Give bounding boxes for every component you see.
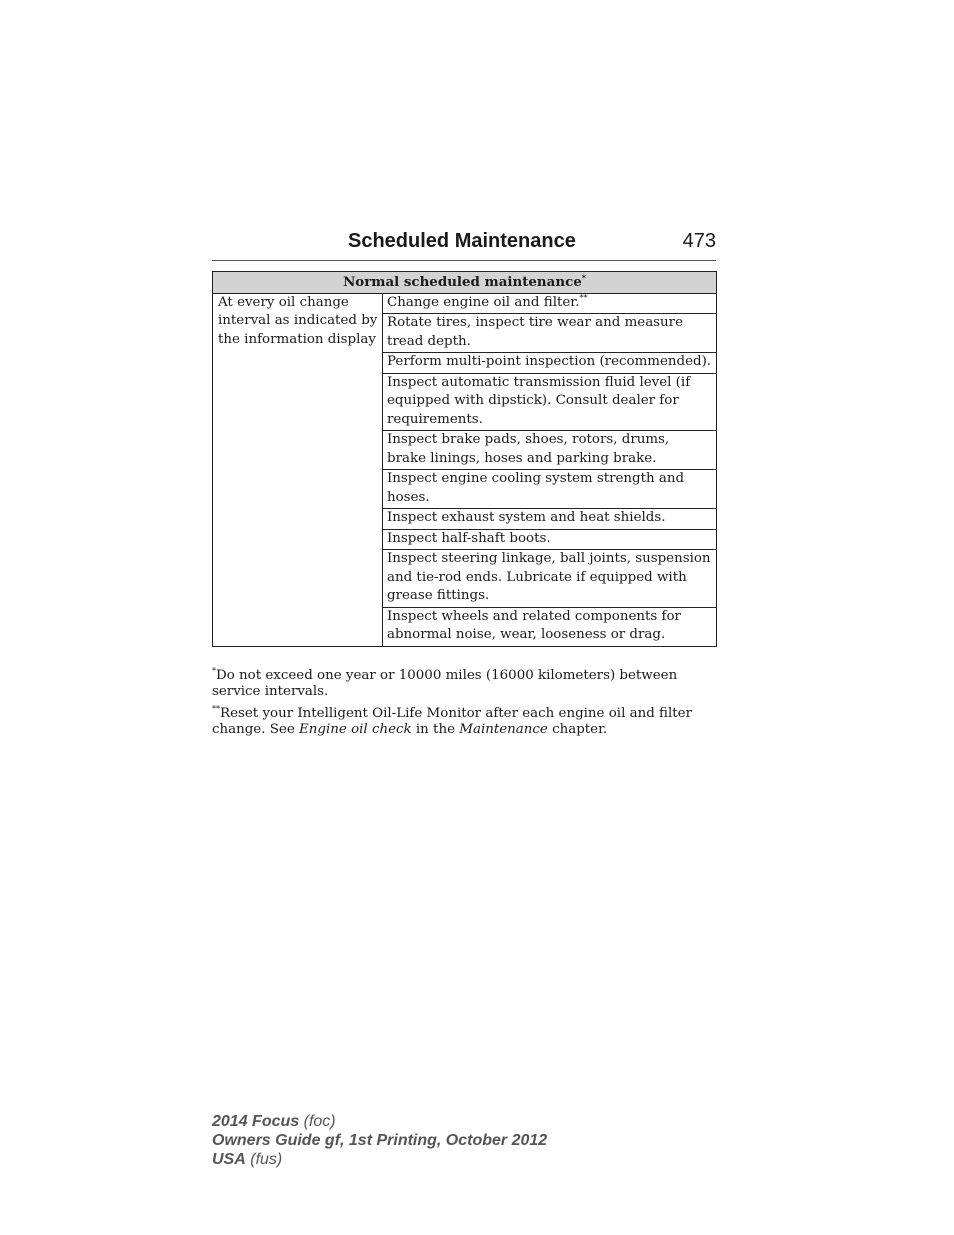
task-cell [383, 293, 717, 314]
footnote-1-mark: * [212, 666, 216, 676]
footer-model-line [212, 1112, 547, 1131]
footer-guide: Owners Guide gf, 1st Printing, October 2012 [212, 1132, 548, 1149]
table-heading-text: Normal scheduled maintenance [343, 274, 582, 290]
task-mark: ** [579, 293, 588, 303]
task-cell: Inspect half-shaft boots. [383, 529, 717, 550]
task-cell: Inspect brake pads, shoes, rotors, drums, brake linings, hoses and parking brake. [383, 431, 717, 470]
footnote-1 [212, 668, 716, 700]
footer-region: USA [212, 1151, 246, 1168]
footer-region-line [212, 1150, 547, 1169]
page-footer [212, 1112, 547, 1169]
task-cell: Inspect steering linkage, ball joints, suspension and tie-rod ends. Lubricate if equipped with grease fittings. [383, 550, 717, 608]
footer-guide-line [212, 1131, 547, 1150]
page-number: 473 [682, 230, 716, 252]
table-heading-mark: * [581, 272, 586, 283]
task-text: Change engine oil and filter. [387, 294, 580, 310]
engine-oil-check-reference: Engine oil check [299, 722, 412, 737]
task-cell: Inspect automatic transmission fluid level (if equipped with dipstick). Consult dealer for requirements. [383, 373, 717, 431]
footer-model-code: (foc) [303, 1113, 336, 1130]
maintenance-table [212, 271, 717, 647]
table-header-row [213, 272, 717, 294]
footnote-2-text-b: in the [411, 722, 460, 737]
footnote-2-mark: ** [212, 704, 220, 714]
task-cell: Rotate tires, inspect tire wear and measure tread depth. [383, 314, 717, 353]
footer-region-code: (fus) [250, 1151, 283, 1168]
footnote-2-text-c: chapter. [547, 722, 608, 737]
footnote-1-text: Do not exceed one year or 10000 miles (16000 kilometers) between service intervals. [212, 668, 678, 699]
footnote-2-text-a: Reset your Intelligent Oil-Life Monitor after each engine oil and filter change. See [212, 706, 692, 737]
interval-cell: At every oil change interval as indicated by the information display [213, 293, 383, 646]
table-heading [213, 272, 717, 294]
task-cell: Inspect wheels and related components for abnormal noise, wear, looseness or drag. [383, 607, 717, 646]
task-cell: Perform multi-point inspection (recommended). [383, 353, 717, 374]
section-title: Scheduled Maintenance [348, 230, 576, 252]
footnote-2 [212, 706, 716, 738]
task-cell: Inspect exhaust system and heat shields. [383, 509, 717, 530]
page-header [212, 226, 716, 261]
footnotes [212, 668, 716, 744]
table-row [213, 293, 717, 314]
maintenance-chapter-reference: Maintenance [459, 722, 548, 737]
task-cell: Inspect engine cooling system strength and hoses. [383, 470, 717, 509]
footer-model: 2014 Focus [212, 1113, 300, 1130]
